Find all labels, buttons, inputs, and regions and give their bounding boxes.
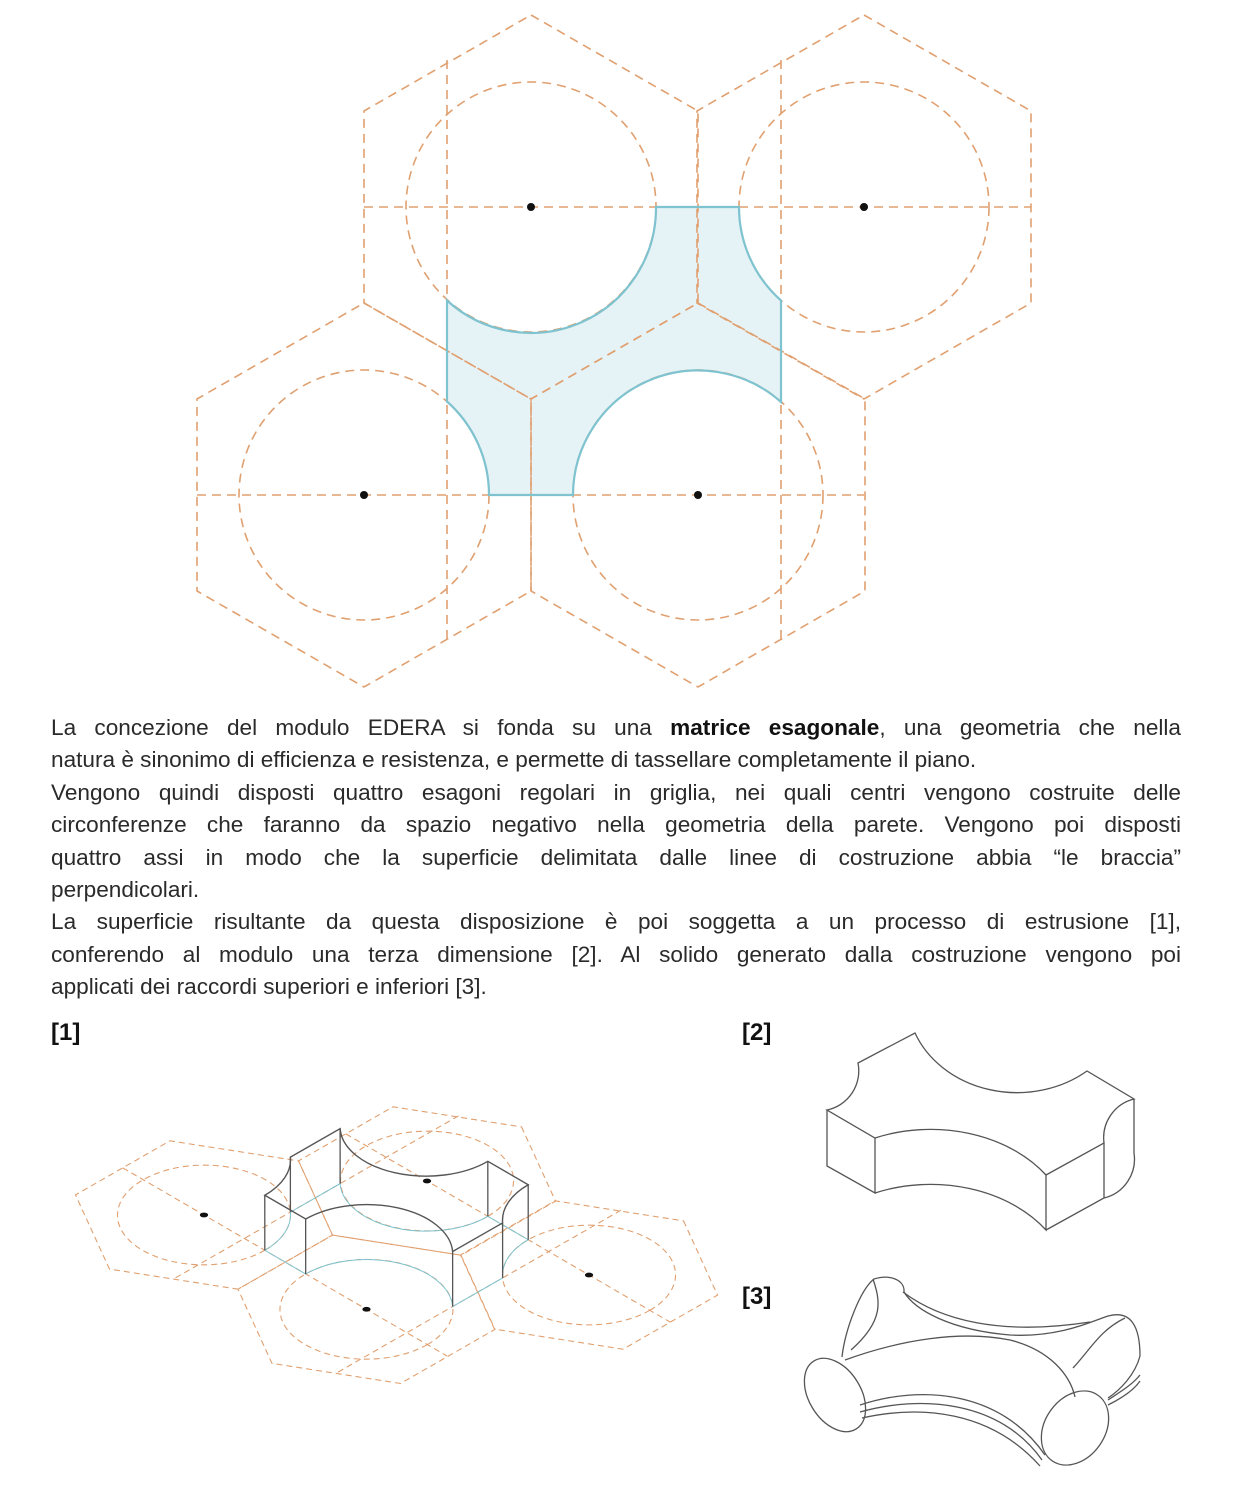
fillet-top-left-lobe [842, 1277, 1140, 1357]
text-line: La superficie risultante da questa disposizione è poi soggetta a un processo di estrusione [1], [51, 909, 1181, 935]
hexagon [191, 1208, 543, 1410]
text-segment: , una geometria che nella [879, 715, 1182, 740]
description-paragraph [51, 712, 1181, 1004]
figure-label-1: [1] [51, 1019, 81, 1046]
module-top-outline [244, 1102, 548, 1277]
text-line: circonferenze che faranno da spazio negativo nella geometria della parete. Vengono poi disposti [51, 812, 1181, 838]
extrusion-edge [243, 1157, 338, 1212]
fillet-top-inner [845, 1279, 1075, 1397]
hexagonal-matrix-diagram [0, 0, 1258, 710]
text-line: perpendicolari. [51, 877, 200, 903]
center-point [198, 1212, 210, 1219]
fillet-top-back [903, 1292, 1140, 1398]
hexagon [251, 1080, 603, 1282]
center-point [583, 1272, 595, 1279]
extrusion-edge [217, 1195, 312, 1250]
fillet-end-right [1027, 1378, 1122, 1478]
text-line: Vengono quindi disposti quattro esagoni regolari in griglia, nei quali centri vengono costruite delle [51, 779, 1181, 805]
extrusion-edge [455, 1223, 550, 1278]
text-line: applicati dei raccordi superiori e inferiori [3]. [51, 974, 487, 1000]
center-point [860, 203, 868, 211]
hexagon [28, 1114, 380, 1316]
module-base-outline [244, 1157, 548, 1332]
center-point [361, 1306, 373, 1313]
construction-circle [244, 1239, 489, 1380]
center-point [694, 491, 702, 499]
extrusion-edge [405, 1252, 500, 1307]
center-point [360, 491, 368, 499]
center-point [527, 203, 535, 211]
text-line: natura è sinonimo di efficienza e resistenza, e permette di tassellare completamente il piano. [51, 747, 977, 773]
fillet-bottom-bands [860, 1375, 1140, 1466]
extrusion-edge [480, 1185, 575, 1240]
vertical-axis [335, 1210, 621, 1373]
center-point [421, 1178, 433, 1185]
extrusion-edge [258, 1219, 353, 1274]
construction-circle [82, 1144, 327, 1285]
text-line [51, 712, 1181, 744]
bold-term: matrice esagonale [670, 715, 880, 740]
horizontal-axis [346, 1134, 670, 1322]
text-line: quattro assi in modo che la superficie delimitata dalle linee di costruzione abbia “le braccia” [51, 844, 1181, 870]
figure-label-3: [3] [742, 1283, 772, 1310]
construction-circle [305, 1111, 550, 1252]
extrusion-edge [292, 1129, 387, 1184]
vertical-axis [173, 1116, 459, 1279]
hexagon [413, 1174, 765, 1376]
text-segment: La concezione del modulo EDERA si fonda su una [51, 715, 671, 740]
plan-view [197, 15, 1031, 687]
fillet-end-left [792, 1347, 878, 1442]
extruded-top [244, 1102, 548, 1277]
extrusion-edge [440, 1161, 535, 1216]
solid-top-face [827, 1033, 1134, 1175]
solid-side-edges [827, 1099, 1134, 1230]
extruded-solid [827, 1033, 1134, 1230]
horizontal-axis [123, 1168, 447, 1356]
isometric-construction [28, 1033, 765, 1458]
text-line: conferendo al modulo una terza dimensione [2]. Al solido generato dalla costruzione vengono poi [51, 941, 1181, 967]
figure-label-2: [2] [742, 1019, 772, 1046]
construction-circle [467, 1205, 712, 1346]
filleted-solid [792, 1277, 1140, 1478]
